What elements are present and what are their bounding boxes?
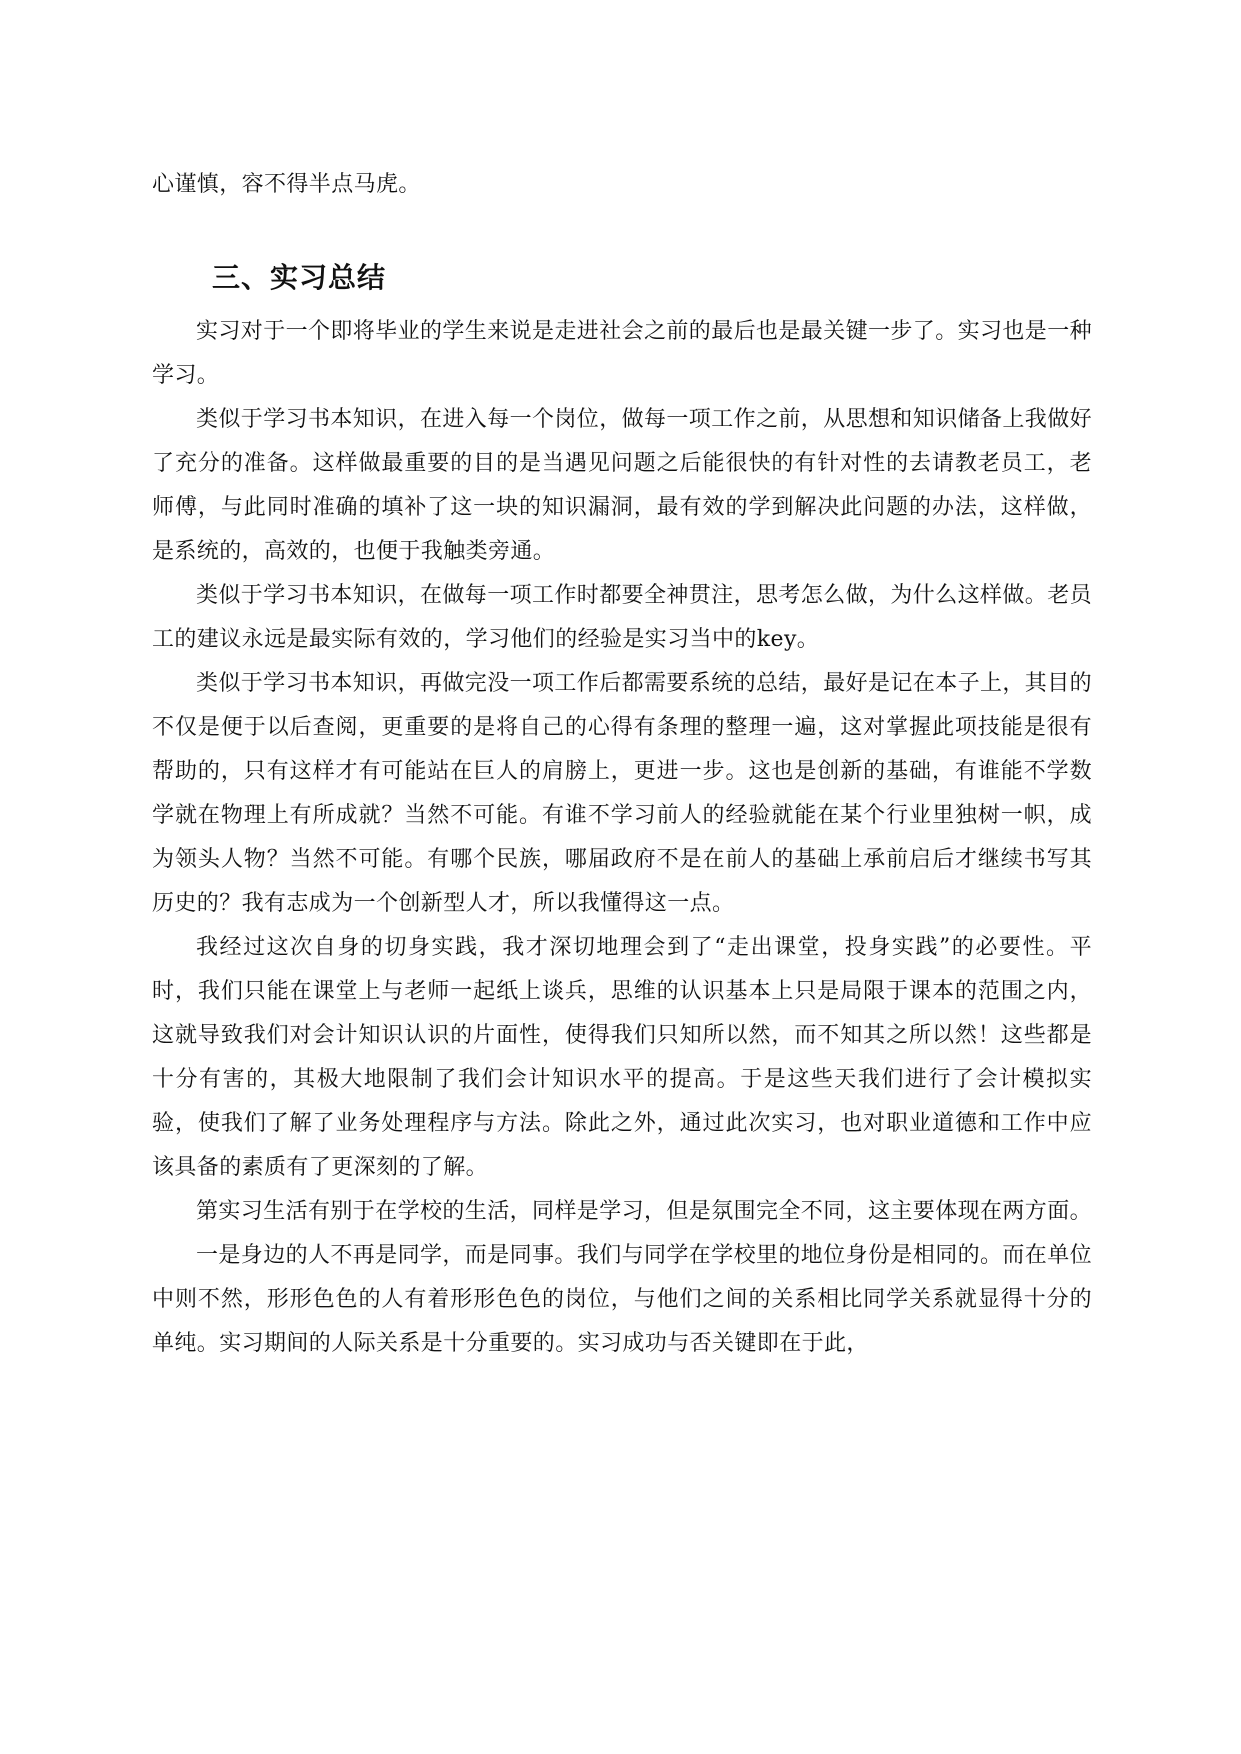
- paragraph-4: 类似于学习书本知识，再做完没一项工作后都需要系统的总结，最好是记在本子上，其目的不仅是便于以后查阅，更重要的是将自己的心得有条理的整理一遍，这对掌握此项技能是很有帮助的，只有这样才有可能站在巨人的肩膀上，更进一步。这也是创新的基础，有谁能不学数学就在物理上有所成就？当然不可能。有谁不学习前人的经验就能在某个行业里独树一帜，成为领头人物？当然不可能。有哪个民族，哪届政府不是在前人的基础上承前启后才继续书写其历史的？我有志成为一个创新型人才，所以我懂得这一点。: [152, 671, 1093, 916]
- continuation-line: 心谨慎，容不得半点马虎。: [152, 172, 421, 197]
- section-body: [152, 310, 1092, 1366]
- paragraph-1: 实习对于一个即将毕业的学生来说是走进社会之前的最后也是最关键一步了。实习也是一种学习。: [152, 319, 1093, 388]
- paragraph-3: 类似于学习书本知识，在做每一项工作时都要全神贯注，思考怎么做，为什么这样做。老员工的建议永远是最实际有效的，学习他们的经验是实习当中的key。: [152, 583, 1093, 652]
- paragraph-5: 我经过这次自身的切身实践，我才深切地理会到了“走出课堂，投身实践”的必要性。平时，我们只能在课堂上与老师一起纸上谈兵，思维的认识基本上只是局限于课本的范围之内，这就导致我们对会计知识认识的片面性，使得我们只知所以然，而不知其之所以然！这些都是十分有害的，其极大地限制了我们会计知识水平的提高。于是这些天我们进行了会计模拟实验，使我们了解了业务处理程序与方法。除此之外，通过此次实习，也对职业道德和工作中应该具备的素质有了更深刻的了解。: [152, 935, 1092, 1180]
- paragraph-2: 类似于学习书本知识，在进入每一个岗位，做每一项工作之前，从思想和知识储备上我做好了充分的准备。这样做最重要的目的是当遇见问题之后能很快的有针对性的去请教老员工，老师傅，与此同时准确的填补了这一块的知识漏洞，最有效的学到解决此问题的办法，这样做，是系统的，高效的，也便于我触类旁通。: [152, 407, 1093, 564]
- paragraph-7: 一是身边的人不再是同学，而是同事。我们与同学在学校里的地位身份是相同的。而在单位中则不然，形形色色的人有着形形色色的岗位，与他们之间的关系相比同学关系就显得十分的单纯。实习期间的人际关系是十分重要的。实习成功与否关键即在于此，: [152, 1243, 1093, 1356]
- paragraph-6: 第实习生活有别于在学校的生活，同样是学习，但是氛围完全不同，这主要体现在两方面。: [196, 1199, 1093, 1224]
- section-heading: 三、实习总结: [212, 261, 387, 294]
